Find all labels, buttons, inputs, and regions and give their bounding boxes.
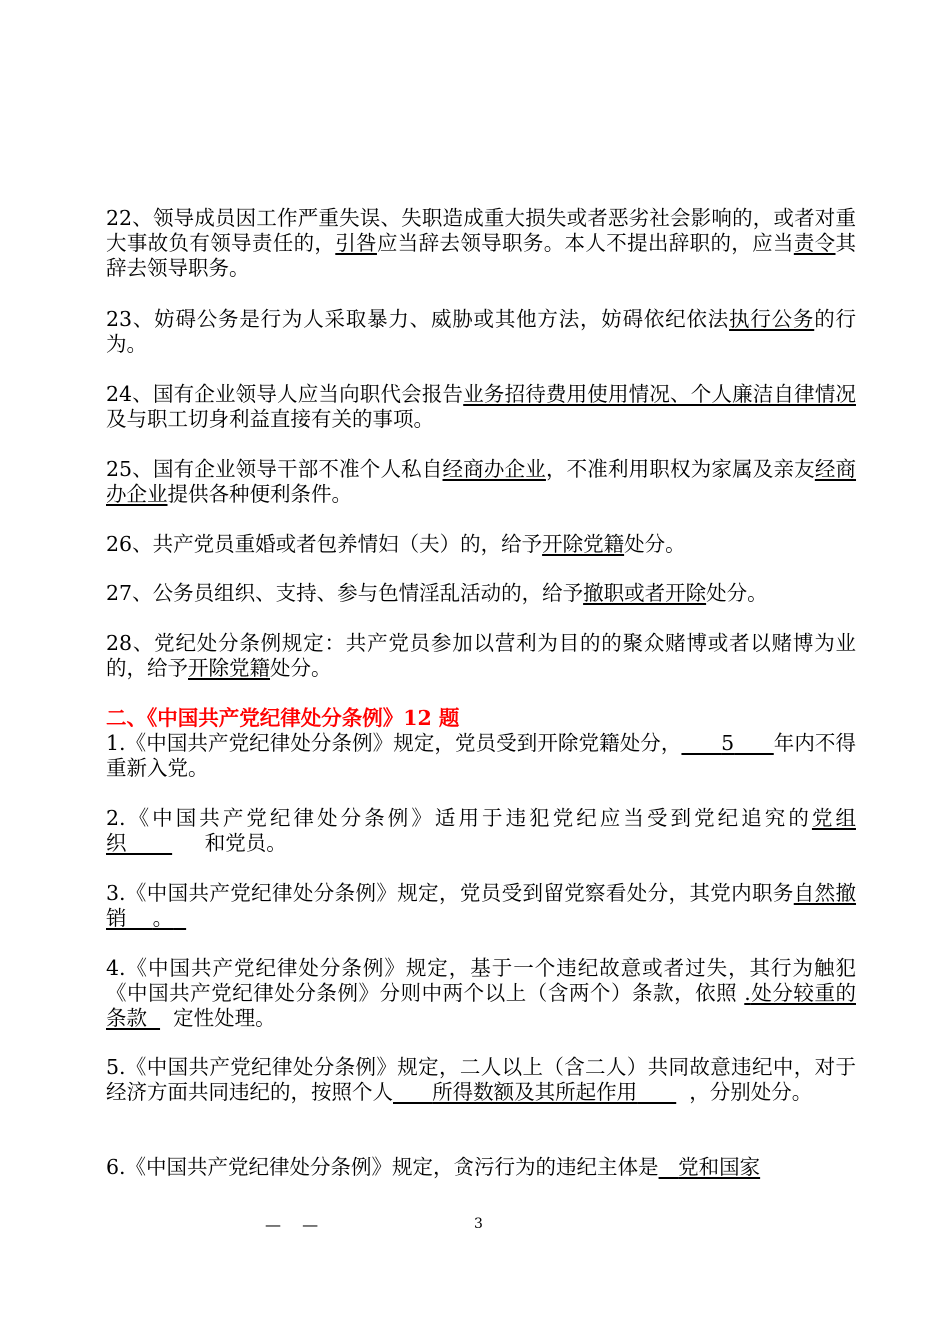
answer-27: 撤职或者开除	[583, 581, 707, 605]
page-number: 3	[474, 1216, 483, 1232]
answer-22a: 引咎	[335, 231, 377, 255]
answer-25b: 经商办企业	[106, 457, 857, 506]
question-22: 22、领导成员因工作严重失误、失职造成重大损失或者恶劣社会影响的，或者对重大事故负有领导责任的，引咎应当辞去领导职务。本人不提出辞职的，应当责令其辞去领导职务。	[106, 206, 857, 280]
answer-25a: 经商办企业	[442, 457, 546, 481]
section2-question-5: 5.《中国共产党纪律处分条例》规定，二人以上（含二人）共同故意违纪中，对于经济方面共同违纪的，按照个人 所得数额及其所起作用 ，分别处分。	[106, 1055, 856, 1104]
section2-question-6: 6.《中国共产党纪律处分条例》规定，贪污行为的违纪主体是 党和国家	[106, 1155, 761, 1179]
answer-s6: 党和国家	[678, 1155, 761, 1179]
answer-s4: 处分较重的条款	[106, 981, 856, 1030]
answer-s3: 自然撤销 。	[106, 881, 857, 930]
answer-22b: 责令	[793, 231, 836, 255]
section2-question-4: 4.《中国共产党纪律处分条例》规定，基于一个违纪故意或者过失，其行为触犯《中国共产党纪律处分条例》分则中两个以上（含两个）条款，依照 .处分较重的条款 定性处理。	[106, 956, 856, 1030]
answer-s2: 党组织	[106, 806, 856, 855]
answer-26: 开除党籍	[542, 532, 625, 556]
footer-dash: — —	[265, 1215, 327, 1234]
answer-s1: 5	[721, 731, 735, 755]
section2-question-2: 2.《中国共产党纪律处分条例》适用于违犯党纪应当受到党纪追究的党组织 和党员。	[106, 806, 856, 855]
answer-28: 开除党籍	[188, 656, 270, 680]
question-24: 24、国有企业领导人应当向职代会报告业务招待费用使用情况、个人廉洁自律情况及与职工切身利益直接有关的事项。	[106, 382, 856, 431]
question-23: 23、妨碍公务是行为人采取暴力、威胁或其他方法，妨碍依纪依法执行公务的行为。	[106, 307, 857, 356]
answer-23: 执行公务	[729, 307, 815, 331]
section-heading: 二、《中国共产党纪律处分条例》12 题	[106, 706, 460, 730]
section2-question-1: 1.《中国共产党纪律处分条例》规定，党员受到开除党籍处分， 5 年内不得重新入党。	[106, 731, 857, 780]
answer-24: 业务招待费用使用情况、个人廉洁自律情况	[463, 382, 856, 406]
question-28: 28、党纪处分条例规定：共产党员参加以营利为目的的聚众赌博或者以赌博为业的，给予开除党籍处分。	[106, 631, 856, 680]
section2-question-3: 3.《中国共产党纪律处分条例》规定，党员受到留党察看处分，其党内职务自然撤销 。	[106, 881, 857, 930]
question-25: 25、国有企业领导干部不准个人私自经商办企业，不准利用职权为家属及亲友经商办企业提供各种便利条件。	[106, 457, 857, 506]
question-26: 26、共产党员重婚或者包养情妇（夫）的，给予开除党籍处分。	[106, 532, 686, 556]
question-27: 27、公务员组织、支持、参与色情淫乱活动的，给予撤职或者开除处分。	[106, 581, 768, 605]
answer-s5: 所得数额及其所起作用	[432, 1080, 638, 1104]
